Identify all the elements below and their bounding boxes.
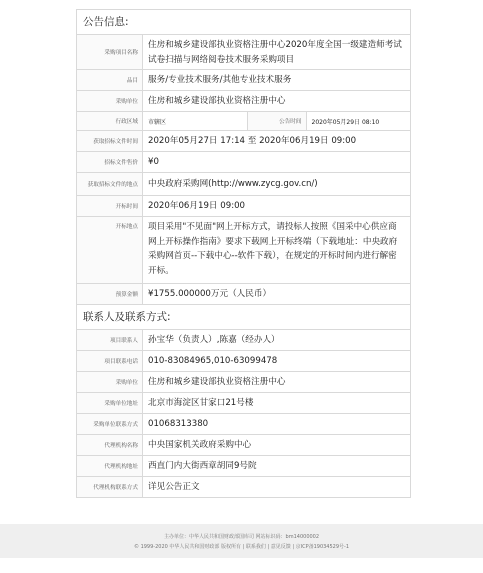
doc-time-value: 2020年05月27日 17:14 至 2020年06月19日 09:00 (148, 135, 357, 146)
agent-addr-value: 西直门内大街西章胡同9号院 (148, 460, 257, 471)
row-label: 获取招标文件时间 (77, 131, 143, 151)
row-budget (77, 284, 410, 305)
row-agent-name (77, 435, 410, 456)
doc-price-value: ¥0 (148, 156, 159, 167)
row-purchaser (77, 91, 410, 112)
row-category (77, 70, 410, 91)
row-label: 代理机构地址 (77, 456, 143, 476)
notice-section-title: 公告信息: (77, 10, 410, 35)
row-label: 招标文件售价 (77, 152, 143, 172)
row-label: 项目联系电话 (77, 351, 143, 371)
region-value: 市辖区 (148, 118, 167, 126)
footer-host-line: 主办单位：中华人民共和国财政部国库司 网站标识码：bm14000002 (163, 534, 320, 540)
row-open-place (77, 217, 410, 284)
row-label: 采购项目名称 (77, 35, 143, 69)
agent-contact-value: 详见公告正文 (148, 481, 200, 492)
row-label: 项目联系人 (77, 330, 143, 350)
open-place-value: 项目采用"不见面"网上开标方式，请投标人按照《国采中心供应商网上开标操作指南》要求下载网上开标终端（下载地址：中央政府采购网首页--下载中心--软件下载），在规定的开标时间内进行解密开标。 (148, 222, 398, 276)
row-open-time (77, 196, 410, 217)
open-time-value: 2020年06月19日 09:00 (148, 200, 246, 211)
row-label: 行政区域 (77, 112, 143, 130)
row-doc-time (77, 131, 410, 152)
row-purchaser-addr (77, 393, 410, 414)
row-label: 代理机构联系方式 (77, 477, 143, 497)
row-agent-contact (77, 477, 410, 498)
row-region-time (77, 112, 410, 131)
row-project-contact (77, 330, 410, 351)
row-purchaser-phone (77, 414, 410, 435)
purchaser-value: 住房和城乡建设部执业资格注册中心 (148, 95, 286, 106)
row-label: 采购单位联系方式 (77, 414, 143, 434)
category-value: 服务/专业技术服务/其他专业技术服务 (148, 74, 292, 85)
row-label: 获取招标文件的地点 (77, 173, 143, 195)
contact-purchaser-value: 住房和城乡建设部执业资格注册中心 (148, 376, 286, 387)
project-phone-value: 010-83084965,010-63099478 (148, 355, 278, 366)
row-label: 采购单位地址 (77, 393, 143, 413)
row-label: 代理机构名称 (77, 435, 143, 455)
row-doc-price (77, 152, 410, 173)
row-project-phone (77, 351, 410, 372)
row-doc-place (77, 173, 410, 196)
budget-value: ¥1755.000000万元（人民币） (148, 288, 272, 299)
agent-name-value: 中央国家机关政府采购中心 (148, 439, 252, 450)
row-label: 采购单位 (77, 372, 143, 392)
notice-table (76, 9, 411, 498)
doc-place-value: 中央政府采购网(http://www.zycg.gov.cn/) (148, 178, 318, 189)
site-footer (0, 524, 483, 558)
publish-time-value: 2020年05月29日 08:10 (311, 118, 380, 126)
row-label: 开标地点 (77, 217, 143, 283)
row-label: 预算金额 (77, 284, 143, 304)
purchaser-addr-value: 北京市海淀区甘家口21号楼 (148, 397, 254, 408)
row-project-name (77, 35, 410, 70)
project-name-value: 住房和城乡建设部执业资格注册中心2020年度全国一级建造师考试试卷扫描与网络阅卷技术服务采购项目 (148, 40, 402, 65)
project-contact-value: 孙宝华（负责人）,陈嘉（经办人） (148, 334, 280, 345)
region-time-split (143, 112, 410, 130)
row-label: 采购单位 (77, 91, 143, 111)
row-label: 开标时间 (77, 196, 143, 216)
contact-section-title: 联系人及联系方式: (77, 305, 410, 330)
row-label: 品目 (77, 70, 143, 90)
row-agent-addr (77, 456, 410, 477)
footer-copyright-line: © 1999-2020 中华人民共和国财政部 版权所有 | 联系我们 | 意见反馈 | 京ICP备19034529号-1 (133, 544, 350, 550)
purchaser-phone-value: 01068313380 (148, 418, 209, 429)
row-label: 公告时间 (247, 112, 307, 130)
row-contact-purchaser (77, 372, 410, 393)
